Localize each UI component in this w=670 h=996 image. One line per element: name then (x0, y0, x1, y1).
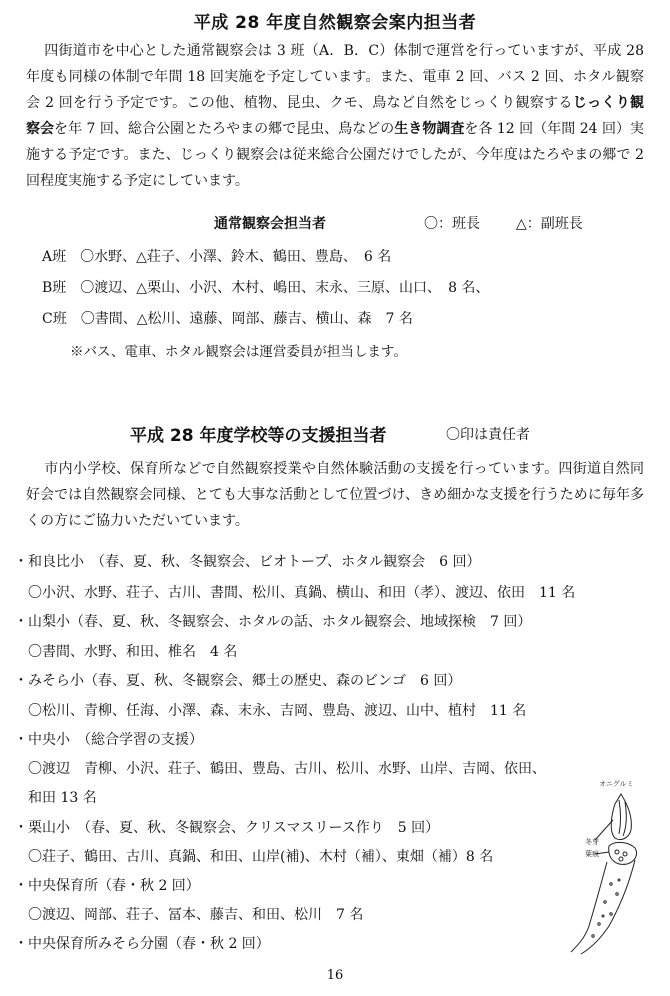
support-line: 〇小沢、水野、荘子、古川、書間、松川、真鍋、横山、和田（孝）、渡辺、依田 11 名 (14, 585, 576, 601)
team-members: 〇渡辺、△栗山、小沢、木村、嶋田、末永、三原、山口、 (80, 280, 435, 296)
illustration-caption-side-1: 冬芽 (585, 838, 599, 846)
team-row-a (42, 246, 391, 266)
support-line: 〇荘子、鶴田、古川、真鍋、和田、山岸(補)、木村（補）、東畑（補）8 名 (14, 849, 494, 865)
section1-text-3: を各 12 回（年間 24 回）実施する予定です。また、じっくり観察会は従来総合公園だけでしたが、今年度はたろやまの郷で 2 回程度実施する予定にしています。 (26, 121, 645, 189)
section1-title: 平成 28 年度自然観察会案内担当者 (193, 13, 477, 33)
page-number: 16 (326, 968, 344, 983)
legend-sub-leader: △：副班長 (516, 216, 583, 232)
team-label: B班 (42, 280, 67, 296)
section2-title: 平成 28 年度学校等の支援担当者 (130, 426, 387, 446)
team-label: C班 (42, 311, 67, 327)
team-members: 〇水野、△荘子、小澤、鈴木、鶴田、豊島、 (80, 249, 350, 265)
section1-paragraph (26, 38, 644, 194)
section2-title-note: 〇印は責任者 (446, 427, 530, 443)
support-line: ・中央保育所みそら分園（春・秋 2 回） (14, 936, 270, 952)
support-line: 〇渡辺 青柳、小沢、荘子、鶴田、豊島、古川、松川、水野、山岸、吉岡、依田、 (14, 761, 546, 777)
team-row-b (42, 277, 489, 297)
team-table-heading: 通常観察会担当者 (214, 216, 326, 232)
support-line: 〇書間、水野、和田、椎名 4 名 (14, 644, 238, 660)
section1-bold-1: じっくり観察会 (26, 95, 645, 137)
section2-text: 市内小学校、保育所などで自然観察授業や自然体験活動の支援を行っています。四街道自然同好会では自然観察会同様、とても大事な活動として位置づけ、きめ細かな支援を行うために毎年多くの方にご協力いただいています。 (26, 461, 644, 529)
support-line: ・栗山小 （春、夏、秋、冬観察会、クリスマスリース作り 5 回） (14, 820, 440, 836)
section1-text-2: を年 7 回、総合公園とたろやまの郷で昆虫、鳥などの (54, 121, 395, 137)
support-line: ・中央小 （総合学習の支援） (14, 732, 203, 748)
team-members: 〇書間、△松川、遠藤、岡部、藤吉、横山、森 (80, 311, 372, 327)
support-line: 和田 13 名 (14, 790, 97, 806)
team-count: 6 名 (363, 249, 392, 265)
illustration-caption-side-2: 葉痕 (585, 850, 599, 858)
section2-paragraph (26, 456, 644, 534)
team-count: 7 名 (385, 311, 413, 327)
support-line: ・山梨小（春、夏、秋、冬観察会、ホタルの話、ホタル観察会、地域探検 7 回） (14, 614, 532, 630)
operation-note: ※バス、電車、ホタル観察会は運営委員が担当します。 (70, 344, 407, 360)
support-line: ・みそら小（春、夏、秋、冬観察会、郷土の歴史、森のビンゴ 6 回） (14, 673, 462, 689)
section1-text-1: 四街道市を中心とした通常観察会は 3 班（A．B．C）体制で運営を行っていますが、平成 28 年度も同様の体制で年間 18 回実施を予定しています。また、電車 2 回、バス 2 回、ホタル観察会 2 回を行う予定です。この他、植物、昆虫、クモ、鳥など自然をじっくり観察する (26, 43, 644, 111)
section1-bold-2: 生き物調査 (394, 121, 465, 137)
support-line: 〇松川、青柳、任海、小澤、森、末永、吉岡、豊島、渡辺、山中、植村 11 名 (14, 703, 527, 719)
walnut-twig-illustration (555, 776, 655, 956)
illustration-caption-top: オニグルミ (599, 780, 634, 788)
support-line: 〇渡辺、岡部、荘子、冨本、藤吉、和田、松川 7 名 (14, 907, 364, 923)
support-line: ・和良比小 （春、夏、秋、冬観察会、ビオトープ、ホタル観察会 6 回） (14, 554, 481, 570)
team-table-heading-row (214, 213, 326, 233)
team-label: A班 (42, 249, 67, 265)
legend-leader: 〇：班長 (424, 216, 480, 232)
team-row-c (42, 308, 413, 328)
team-count: 8 名、 (448, 280, 490, 296)
support-line: ・中央保育所（春・秋 2 回） (14, 878, 200, 894)
